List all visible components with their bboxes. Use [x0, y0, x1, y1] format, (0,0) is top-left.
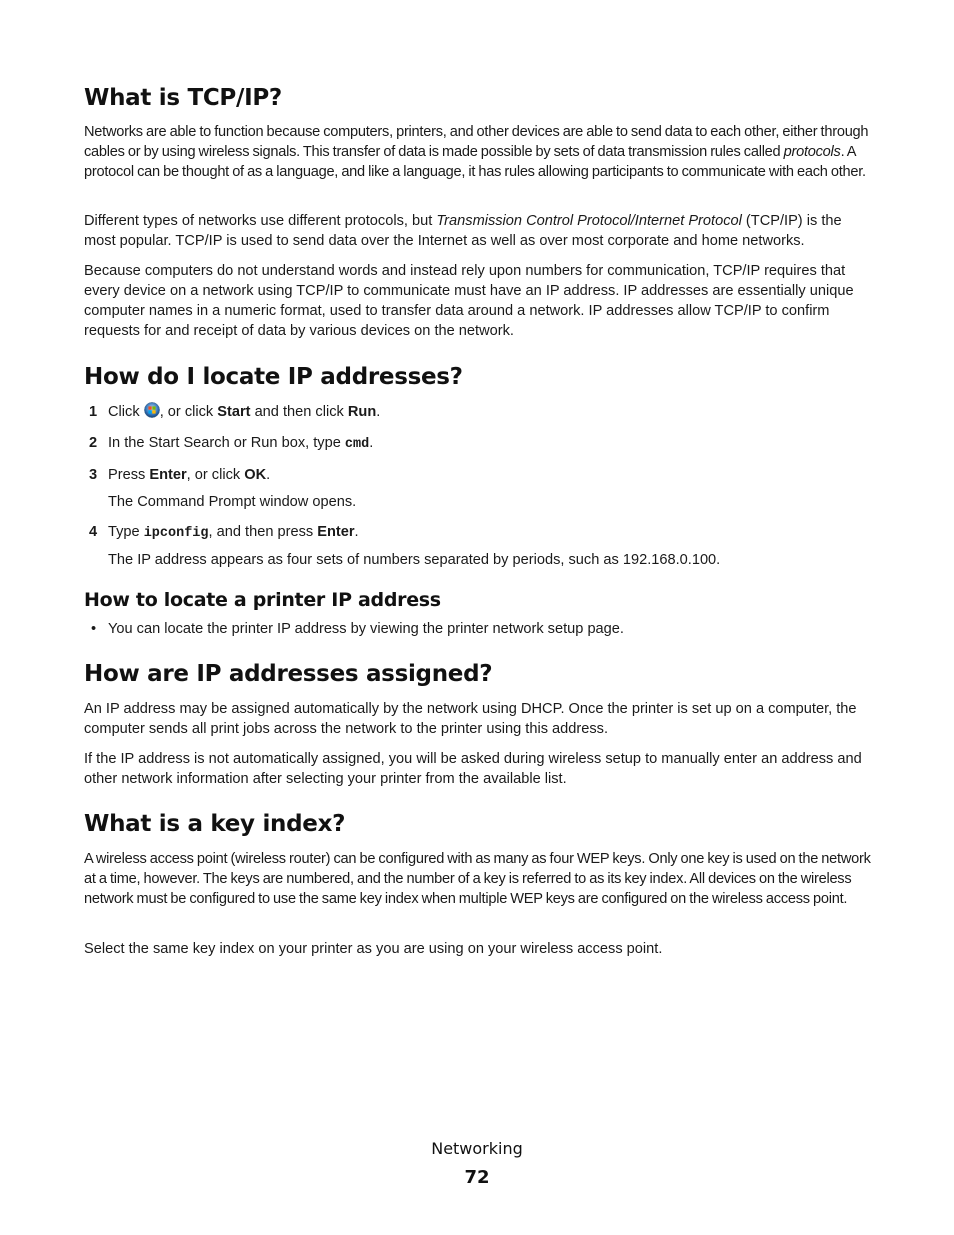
heading-what-is-tcpip: What is TCP/IP?: [84, 85, 282, 111]
page-number: 72: [464, 1167, 490, 1188]
assigned-paragraph-1: An IP address may be assigned automatically by the network using DHCP. Once the printer is set up on a computer, the computer sends all print jobs across the network to the printer using this address.: [84, 701, 857, 737]
step-3-note: The Command Prompt window opens.: [108, 494, 357, 510]
heading-ip-assigned: How are IP addresses assigned?: [84, 661, 493, 687]
assigned-paragraph-2: If the IP address is not automatically assigned, you will be asked during wireless setup to manually enter an address and other network information after selecting your printer from the available list.: [84, 751, 862, 787]
command-ipconfig: ipconfig: [143, 526, 209, 541]
tcpip-paragraph-3: Because computers do not understand words and instead rely upon numbers for communication, TCP/IP requires that every device on a network using TCP/IP to communicate must have an IP address. IP addresses are essentially unique computer names in a numeric format, used to transfer data around a network. IP addresses allow TCP/IP to confirm requests for and receipt of data by various devices on the network.: [84, 263, 854, 339]
heading-locate-ip: How do I locate IP addresses?: [84, 364, 463, 390]
heading-printer-ip: How to locate a printer IP address: [84, 589, 441, 611]
tcpip-paragraph-2: Different types of networks use different protocols, but Transmission Control Protocol/Internet Protocol (TCP/IP) is the most popular. TCP/IP is used to send data over the Internet as well as over most corporate and home networks.: [84, 213, 842, 249]
keyindex-paragraph-1: A wireless access point (wireless router) can be configured with as many as four WEP keys. Only one key is used on the network at a time, however. The keys are numbered, and the number of a key is referred to as its key index. All devices on the wireless network must be configured to use the same key index when multiple WEP keys are configured on the wireless access point.: [84, 851, 871, 907]
windows-start-icon: [144, 402, 160, 418]
footer-section-label: Networking: [431, 1139, 523, 1158]
step-number: 3: [89, 467, 98, 483]
bullet-icon: •: [91, 621, 97, 637]
keyindex-paragraph-2: Select the same key index on your printer as you are using on your wireless access point.: [84, 941, 663, 957]
step-4-note: The IP address appears as four sets of numbers separated by periods, such as 192.168.0.100.: [108, 552, 721, 568]
step-number: 2: [89, 435, 98, 451]
tcpip-paragraph-1: Networks are able to function because computers, printers, and other devices are able to send data to each other, either through cables or by using wireless signals. This transfer of data is made possible by sets of data transmission rules called protocols. A protocol can be thought of as a language, and like a language, it has rules allowing participants to communicate with each other.: [84, 124, 869, 180]
step-number: 1: [89, 404, 98, 420]
heading-key-index: What is a key index?: [84, 811, 346, 837]
command-cmd: cmd: [344, 437, 370, 452]
step-number: 4: [89, 524, 98, 540]
